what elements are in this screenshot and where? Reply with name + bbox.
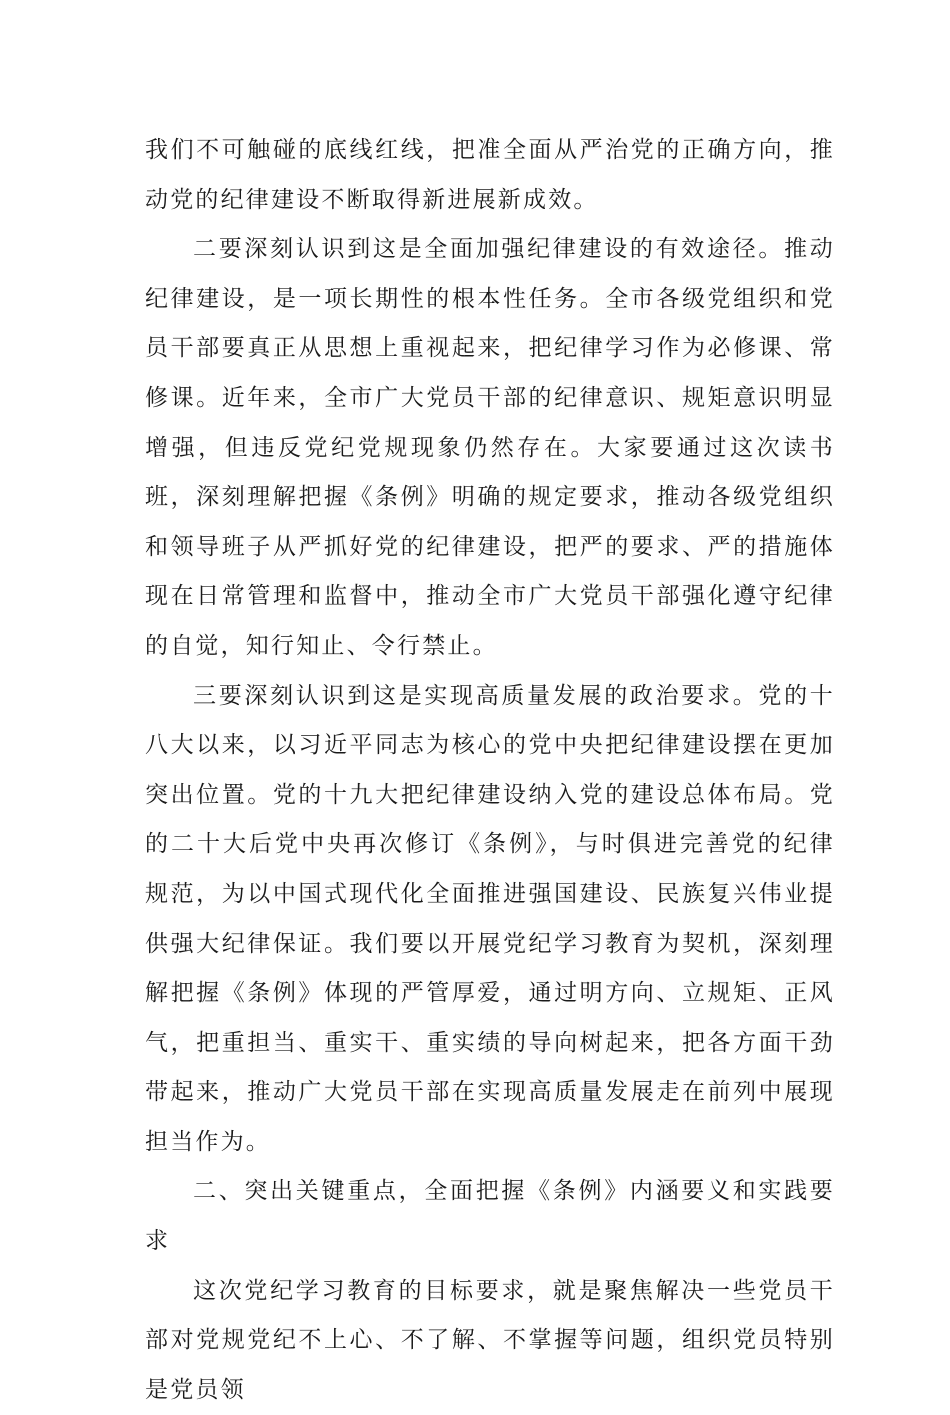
paragraph-point-two: 二要深刻认识到这是全面加强纪律建设的有效途径。推动纪律建设，是一项长期性的根本性任务。全市各级党组织和党员干部要真正从思想上重视起来，把纪律学习作为必修课、常修课。近年来，全市广大党员干部的纪律意识、规矩意识明显增强，但违反党纪党规现象仍然存在。大家要通过这次读书班，深刻理解把握《条例》明确的规定要求，推动各级党组织和领导班子从严抓好党的纪律建设，把严的要求、严的措施体现在日常管理和监督中，推动全市广大党员干部强化遵守纪律的自觉，知行知止、令行禁止。 bbox=[145, 236, 835, 659]
section-heading-two: 二、突出关键重点，全面把握《条例》内涵要义和实践要求 bbox=[145, 1178, 835, 1255]
paragraph-section-two-intro: 这次党纪学习教育的目标要求，就是聚焦解决一些党员干部对党规党纪不上心、不了解、不掌握等问题，组织党员特别是党员领 bbox=[145, 1277, 835, 1403]
paragraph-point-three: 三要深刻认识到这是实现高质量发展的政治要求。党的十八大以来，以习近平同志为核心的党中央把纪律建设摆在更加突出位置。党的十九大把纪律建设纳入党的建设总体布局。党的二十大后党中央再次修订《条例》，与时俱进完善党的纪律规范，为以中国式现代化全面推进强国建设、民族复兴伟业提供强大纪律保证。我们要以开展党纪学习教育为契机，深刻理解把握《条例》体现的严管厚爱，通过明方向、立规矩、正风气，把重担当、重实干、重实绩的导向树起来，把各方面干劲带起来，推动广大党员干部在实现高质量发展走在前列中展现担当作为。 bbox=[145, 682, 835, 1155]
document-body bbox=[145, 126, 835, 1415]
paragraph-continuation: 我们不可触碰的底线红线，把准全面从严治党的正确方向，推动党的纪律建设不断取得新进展新成效。 bbox=[145, 137, 835, 213]
